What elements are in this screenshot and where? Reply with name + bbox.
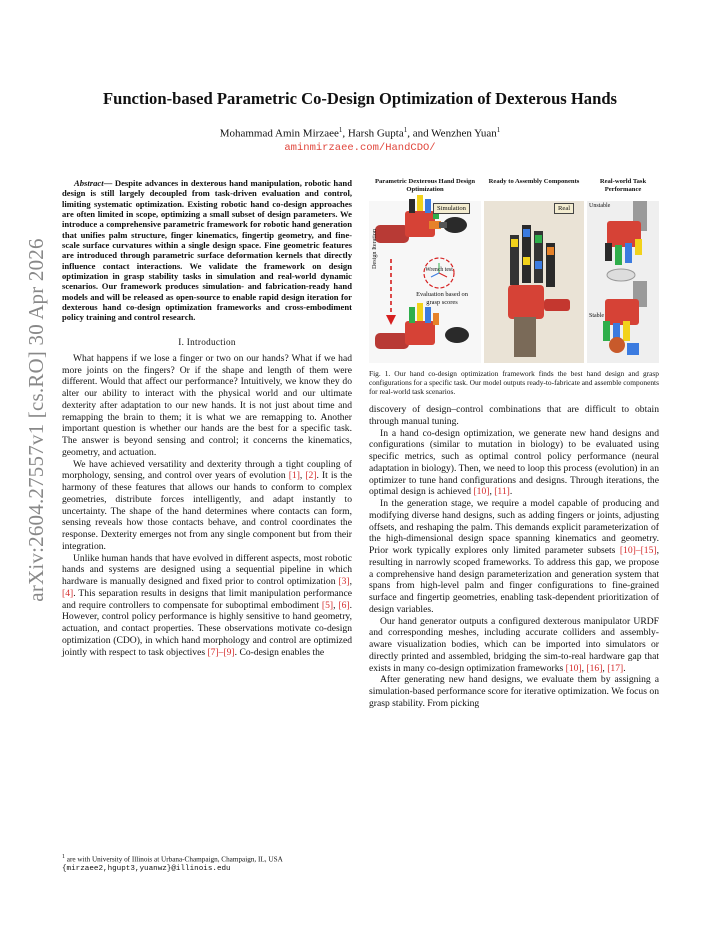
citation-link[interactable]: [1] xyxy=(288,470,300,482)
panel-title-real-world: Real-world Task Performance xyxy=(599,178,647,193)
abstract-text: — Despite advances in dexterous hand manipulation, robotic hand design is still largely decoupled from task-driven evaluation and control, limiting systematic optimization. Existing robotic hand co-design approaches are often limited in scope, optimizing a small subset of design parameters. We introduce a comprehensive parametric framework for robotic hand generation that unifies palm structure, finger kinematics, fingertip geometry, and fine-scale surface curvatures within a single design space. Fine geometric features are introduced through parametric surface deformation kernels that directly influence contact interactions. We validate the framework on design optimization in grasp stability tasks in simulation and real-world dynamic scenarios. Our framework produces simulation- and fabrication-ready hand models and will be released as open-source to enable rapid design iteration for dexterous hand co-design optimization frameworks and cross-embodiment policy training and control research. xyxy=(62,178,352,323)
citation-link[interactable]: [7]–[9] xyxy=(207,646,235,658)
citation-link[interactable]: [3] xyxy=(338,576,350,588)
wrench-test-label: Wrench test xyxy=(425,267,453,273)
project-url-link[interactable]: aminmirzaee.com/HandCDO/ xyxy=(284,142,436,154)
author-1: Mohammad Amin Mirzaee xyxy=(219,127,339,140)
right-paragraph-1: In a hand co-design optimization, we generate new hand designs and configurations (similar to mutation in biology) to be evaluated using specific metrics, such as optimal control policy performance (neural adaptation in biology). Then, we need to loop this process (evolution) in an optimizer to tune hand configurations and designs. Through iterations, the optimal design is achieved [10], [11]. xyxy=(369,427,659,498)
citation-link[interactable]: [10]–[15] xyxy=(619,545,657,556)
right-column xyxy=(369,404,659,710)
panel-title-assembly-components: Ready to Assembly Components xyxy=(488,178,580,185)
figure-1-caption: Fig. 1. Our hand co-design optimization framework finds the best hand design and grasp configurations for a specific task. Our model outputs ready-to-fabricate and assemble components for real-world task scenarios. xyxy=(369,369,659,396)
citation-link[interactable]: [11] xyxy=(494,486,510,498)
left-column xyxy=(62,178,352,658)
author-emails: {mirzaee2,hgupt3,yuanwz}@illinois.edu xyxy=(62,865,231,874)
citation-link[interactable]: [5] xyxy=(321,599,334,611)
intro-paragraph-2: We have achieved versatility and dexterity through a tight coupling of morphology, sensing, and control over years of evolution [1], [2]. It is the harmony of these features that allows our hands to conform to complex geometries, distribute forces intelligently, and adapt instantly to uncertainty. The shape of the hand determines where contacts can form, sensing reveals how those contacts behave, and control coordinates the response. Dexterity emerges not from any single component but from their integration. xyxy=(62,458,353,552)
panel-title-design-optimization: Parametric Dexterous Hand Design Optimization xyxy=(374,178,476,193)
citation-link[interactable]: [4] xyxy=(62,587,74,599)
abstract-label: Abstract xyxy=(74,178,104,188)
figure-panel-real-world xyxy=(587,177,659,363)
right-paragraph-3: Our hand generator outputs a configured dexterous manipulator URDF and corresponding meshes, including accurate colliders and assembly-aware visualization bodies, which can be imported into simulators or directly printed and assembled, bridging the sim-to-real hardware gap that exists in many co-design optimization frameworks [10], [16], [17]. xyxy=(369,615,659,674)
citation-link[interactable]: [10] xyxy=(565,662,582,674)
right-paragraph-4: After generating new hand designs, we evaluate them by assigning a simulation-based performance score for iterative optimization. We focus on grasp stability. From picking xyxy=(369,674,659,709)
evaluation-label: Evaluation based on grasp scores xyxy=(416,291,468,306)
figure-1 xyxy=(369,177,659,363)
section-heading-introduction: I. Introduction xyxy=(178,336,236,347)
unstable-label: Unstable xyxy=(589,203,611,209)
real-badge: Real xyxy=(554,203,574,214)
paper-title: Function-based Parametric Co-Design Optimization of Dexterous Hands xyxy=(102,89,618,108)
citation-link[interactable]: [17] xyxy=(607,662,624,674)
right-paragraph-0: discovery of design–control combinations that are difficult to obtain through manual tuning. xyxy=(369,404,659,427)
design-iteration-label: Design Iteration xyxy=(371,228,378,269)
citation-link[interactable]: [16] xyxy=(586,662,603,674)
abstract xyxy=(62,178,352,323)
figure-panel-design-optimization xyxy=(369,177,481,363)
arxiv-identifier: arXiv:2604.27557v1 [cs.RO] 30 Apr 2026 xyxy=(24,238,48,602)
citation-link[interactable]: [2] xyxy=(305,470,317,482)
stable-label: Stable xyxy=(589,313,604,319)
citation-link[interactable]: [10] xyxy=(473,486,490,498)
right-paragraph-2: In the generation stage, we require a model capable of producing and modifying diverse hand designs, such as adding fingers or joints, adjusting offsets, and reshaping the palm. This demands explicit parameterization of the high-dimensional design space spanning kinematics and geometry. Prior work typically explores only limited parameter subsets [10]–[15], resulting in narrowly scoped frameworks. To address this gap, we propose a comprehensive hand design parameterization and generation system that spans from high-level palm and finger configurations to fine-grained surface and fingertip geometries, enabling task-dependent prioritization of design variables. xyxy=(369,498,659,615)
author-line: Mohammad Amin Mirzaee$^1$, Harsh Gupta$^1$, and Wenzhen Yuan$^1$ xyxy=(219,126,501,140)
affiliation-footnote: $^1$ are with University of Illinois at Urbana-Champaign, Champaign, IL, USA {mirzaee2,hgupt3,yuanwz}@illinois.edu xyxy=(62,854,283,874)
intro-paragraph-1: What happens if we lose a finger or two on our hands? What if we had more joints on the fingers? Or if the shape and length of them were different. Would that affect our performance? Intuitively, we know they do alter our ability to interact with the physical world and our ultimate dexterity after adaptation to our new hands. It is not just about time and remapping the brain to them; it is what we are remapping to. Another important question is whether our hands are the best for a specific task. The answer is beyond sensing and control; it concerns the kinematics, geometry, and actuation. xyxy=(62,352,352,458)
simulation-badge: Simulation xyxy=(433,203,470,214)
figure-panel-assembly-components xyxy=(484,177,584,363)
intro-paragraph-3: Unlike human hands that have evolved in different aspects, most robotic hands and systems are designed using a sequential pipeline in which hardware is manually designed and fixed prior to control optimization [3], [4]. This separation results in designs that limit manipulation performance and require controllers to compensate for suboptimal embodiment [5], [6]. However, control policy performance is highly sensitive to hand geometry, actuation, and contact properties. These observations motivate co-design optimization (CDO), in which hand morphology and control are optimized jointly with respect to task objectives [7]–[9]. Co-design enables the xyxy=(62,552,353,658)
citation-link[interactable]: [6] xyxy=(338,599,350,611)
author-2: Harsh Gupta xyxy=(347,127,404,140)
author-3: and Wenzhen Yuan xyxy=(412,127,497,140)
